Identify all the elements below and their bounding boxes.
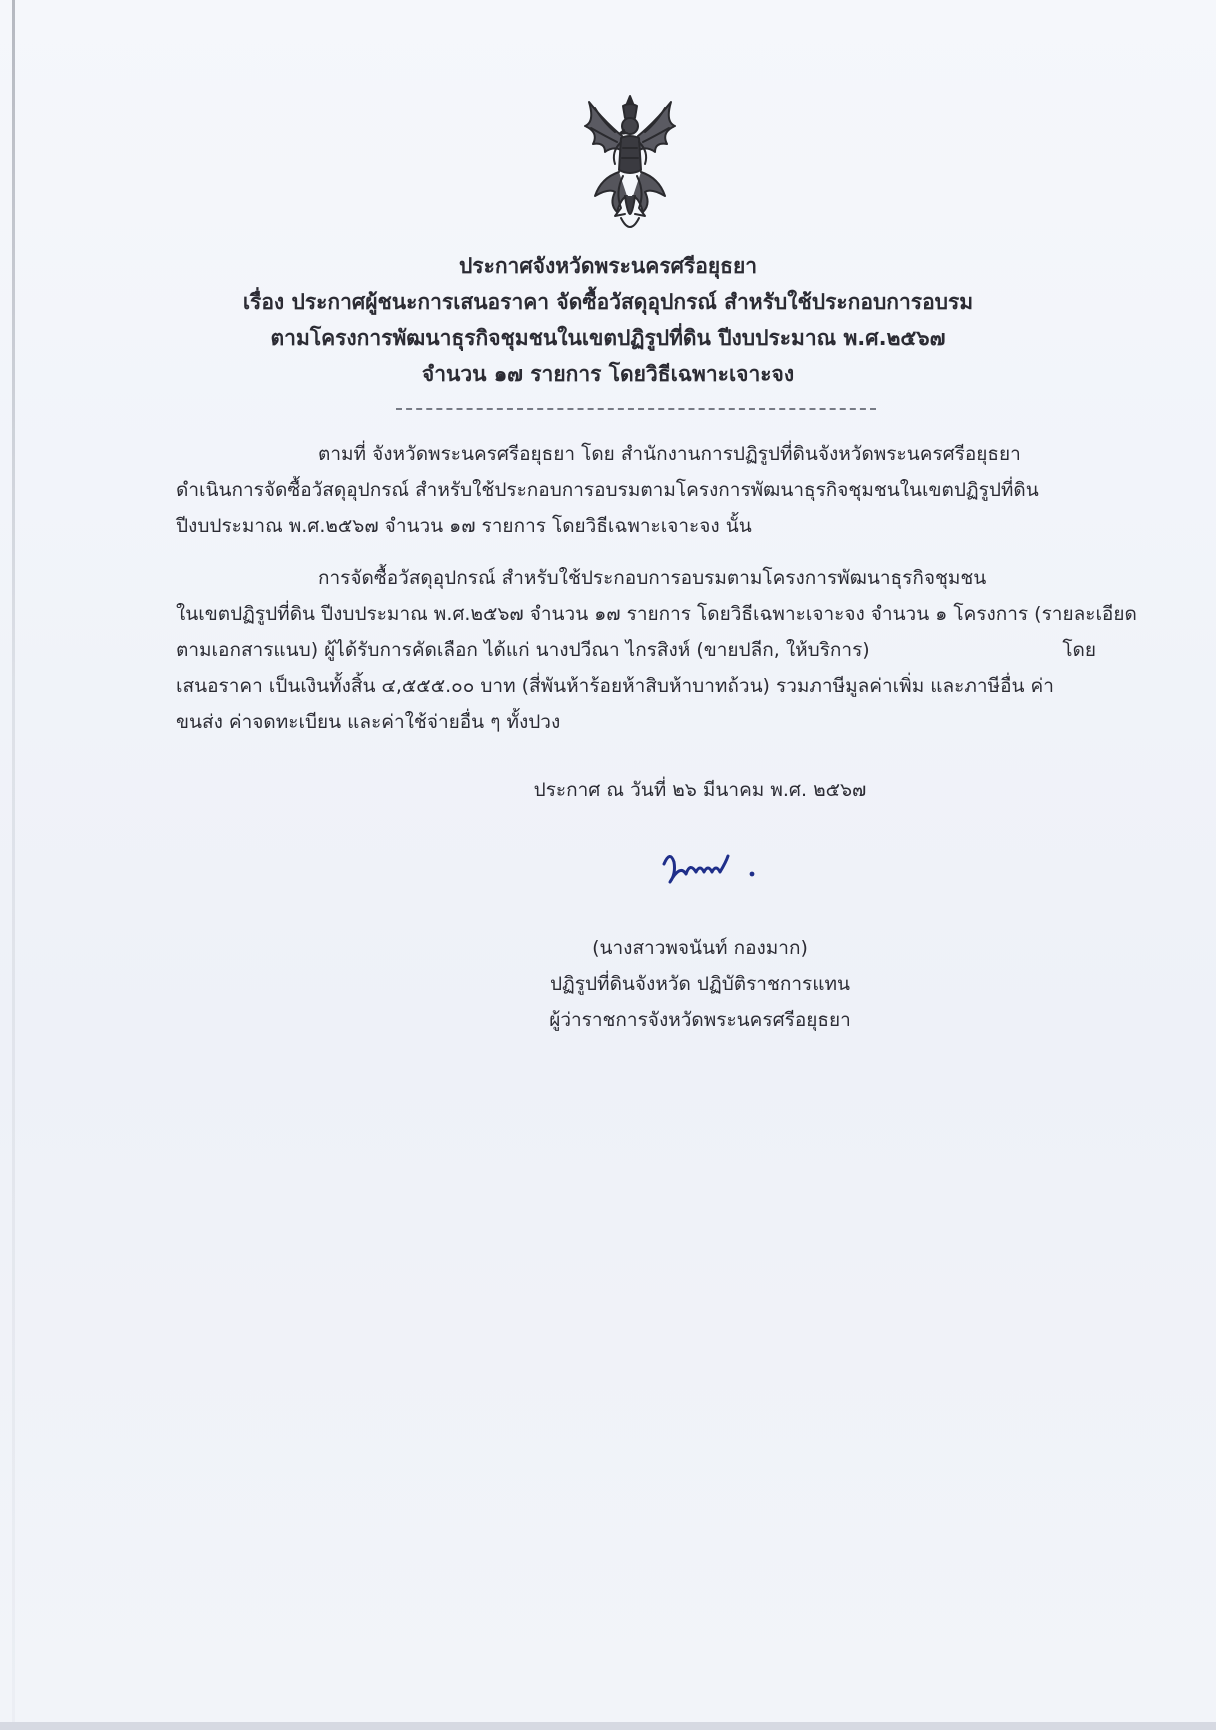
signer-name: (นางสาวพจนันท์ กองมาก)	[592, 937, 808, 959]
scan-left-edge	[12, 0, 15, 1730]
heading-line-3: ตามโครงการพัฒนาธุรกิจชุมชนในเขตปฏิรูปที่ดิน ปีงบประมาณ พ.ศ.๒๕๖๗	[270, 326, 946, 350]
signer-block	[440, 930, 960, 1038]
paragraph-2-line-3-right: โดย	[1062, 639, 1096, 661]
paragraph-2-line-4: เสนอราคา เป็นเงินทั้งสิ้น ๔,๕๕๕.๐๐ บาท (สี่พันห้าร้อยห้าสิบห้าบาทถ้วน) รวมภาษีมูลค่าเพิ่ม และภาษีอื่น ค่า	[176, 675, 1054, 697]
heading-divider	[396, 408, 876, 410]
scan-bottom-edge	[0, 1722, 1216, 1730]
paragraph-2-line-1: การจัดซื้อวัสดุอุปกรณ์ สำหรับใช้ประกอบการอบรมตามโครงการพัฒนาธุรกิจชุมชน	[318, 567, 987, 589]
paragraph-2	[176, 560, 1137, 740]
paragraph-1-line-3: ปีงบประมาณ พ.ศ.๒๕๖๗ จำนวน ๑๗ รายการ โดยวิธีเฉพาะเจาะจง นั้น	[176, 515, 752, 537]
announcement-heading	[150, 248, 1066, 392]
garuda-emblem-icon	[575, 92, 685, 238]
paragraph-2-line-3-text: ตามเอกสารแนบ) ผู้ได้รับการคัดเลือก ได้แก่ นางปวีณา ไกรสิงห์ (ขายปลีก, ให้บริการ)	[176, 639, 870, 661]
paragraph-2-line-3	[176, 632, 1106, 668]
announcement-date	[440, 772, 960, 808]
signature-icon	[656, 844, 776, 894]
signer-position-2: ผู้ว่าราชการจังหวัดพระนครศรีอยุธยา	[549, 1009, 851, 1031]
paragraph-1-line-2: ดำเนินการจัดซื้อวัสดุอุปกรณ์ สำหรับใช้ประกอบการอบรมตามโครงการพัฒนาธุรกิจชุมชนในเขตปฏิรูปที่ดิน	[176, 479, 1039, 501]
signer-position-1: ปฏิรูปที่ดินจังหวัด ปฏิบัติราชการแทน	[549, 973, 851, 995]
date-line: ประกาศ ณ วันที่ ๒๖ มีนาคม พ.ศ. ๒๕๖๗	[533, 779, 867, 801]
heading-line-2: เรื่อง ประกาศผู้ชนะการเสนอราคา จัดซื้อวัสดุอุปกรณ์ สำหรับใช้ประกอบการอบรม	[242, 290, 974, 314]
paragraph-2-line-2: ในเขตปฏิรูปที่ดิน ปีงบประมาณ พ.ศ.๒๕๖๗ จำนวน ๑๗ รายการ โดยวิธีเฉพาะเจาะจง จำนวน ๑ โครงการ (รายละเอียด	[176, 603, 1137, 625]
heading-line-4: จำนวน ๑๗ รายการ โดยวิธีเฉพาะเจาะจง	[421, 362, 795, 386]
paragraph-2-line-5: ขนส่ง ค่าจดทะเบียน และค่าใช้จ่ายอื่น ๆ ทั้งปวง	[176, 711, 561, 733]
paragraph-1-line-1: ตามที่ จังหวัดพระนครศรีอยุธยา โดย สำนักงานการปฏิรูปที่ดินจังหวัดพระนครศรีอยุธยา	[318, 443, 1021, 465]
heading-line-1: ประกาศจังหวัดพระนครศรีอยุธยา	[458, 254, 758, 278]
paragraph-1	[176, 436, 1106, 544]
